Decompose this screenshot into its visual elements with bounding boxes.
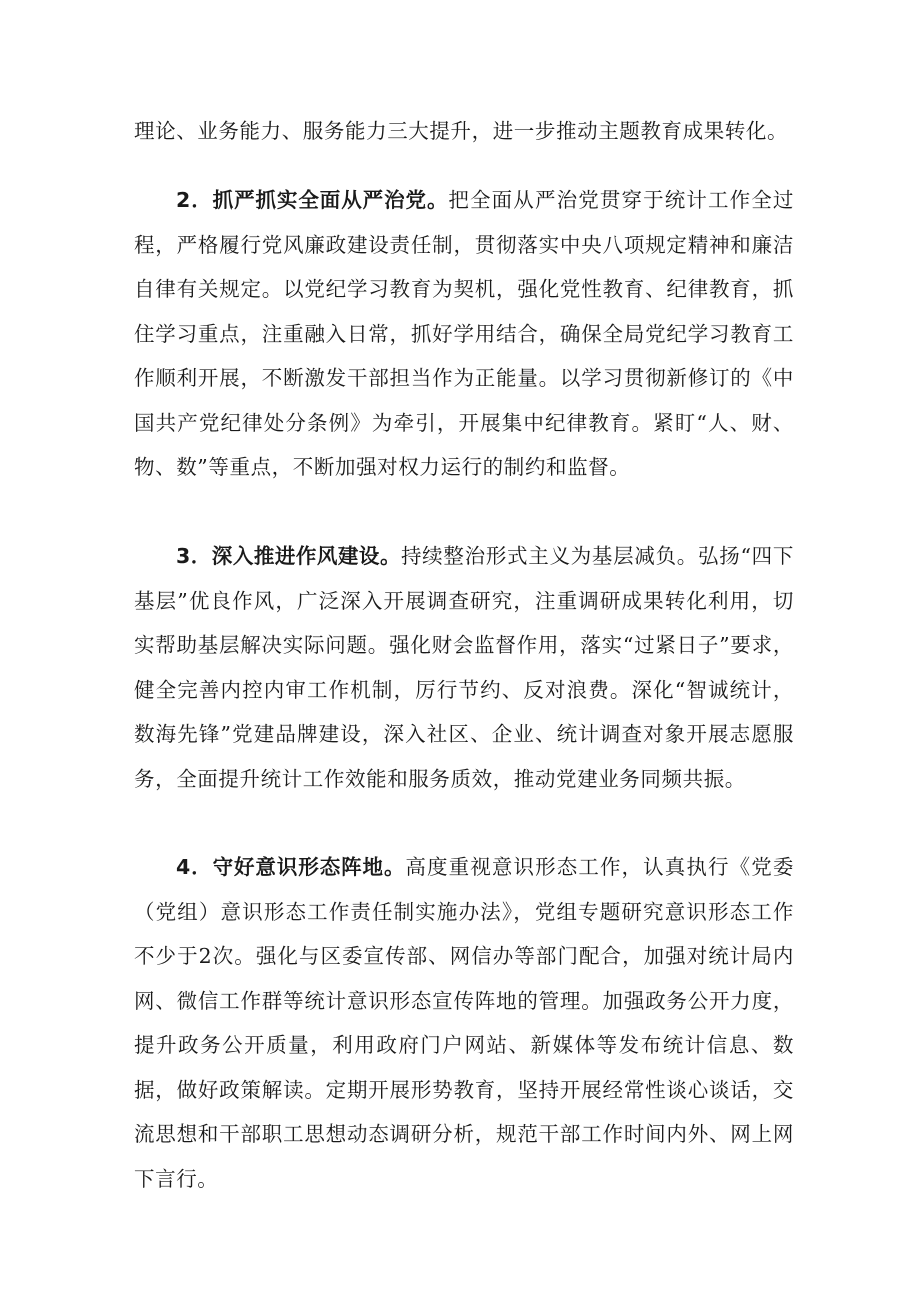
paragraph-work-style bbox=[134, 534, 794, 801]
paragraph-party-discipline bbox=[134, 178, 794, 490]
paragraph-ideology bbox=[134, 845, 794, 1201]
paragraph-body: 把全面从严治党贯穿于统计工作全过程，严格履行党风廉政建设责任制，贯彻落实中央八项规定精神和廉洁自律有关规定。以党纪学习教育为契机，强化党性教育、纪律教育，抓住学习重点，注重融入日常，抓好学用结合，确保全局党纪学习教育工作顺利开展，不断激发干部担当作为正能量。以学习贯彻新修订的《中国共产党纪律处分条例》为牵引，开展集中纪律教育。紧盯“人、财、物、数”等重点，不断加强对权力运行的制约和监督。 bbox=[134, 188, 794, 479]
paragraph-body: 持续整治形式主义为基层减负。弘扬“四下基层”优良作风，广泛深入开展调查研究，注重调研成果转化利用，切实帮助基层解决实际问题。强化财会监督作用，落实“过紧日子”要求，健全完善内控内审工作机制，厉行节约、反对浪费。深化“智诚统计，数海先锋”党建品牌建设，深入社区、企业、统计调查对象开展志愿服务，全面提升统计工作效能和服务质效，推动党建业务同频共振。 bbox=[134, 544, 794, 791]
paragraph-body: 理论、业务能力、服务能力三大提升，进一步推动主题教育成果转化。 bbox=[134, 119, 789, 143]
paragraph-continuation bbox=[134, 109, 794, 154]
paragraph-heading: 4．守好意识形态阵地。 bbox=[176, 855, 406, 879]
paragraph-heading: 2．抓严抓实全面从严治党。 bbox=[176, 188, 449, 212]
paragraph-body: 高度重视意识形态工作，认真执行《党委（党组）意识形态工作责任制实施办法》，党组专题研究意识形态工作不少于2次。强化与区委宣传部、网信办等部门配合，加强对统计局内网、微信工作群等统计意识形态宣传阵地的管理。加强政务公开力度，提升政务公开质量，利用政府门户网站、新媒体等发布统计信息、数据，做好政策解读。定期开展形势教育，坚持开展经常性谈心谈话，交流思想和干部职工思想动态调研分析，规范干部工作时间内外、网上网下言行。 bbox=[134, 855, 794, 1191]
paragraph-heading: 3．深入推进作风建设。 bbox=[176, 544, 401, 568]
